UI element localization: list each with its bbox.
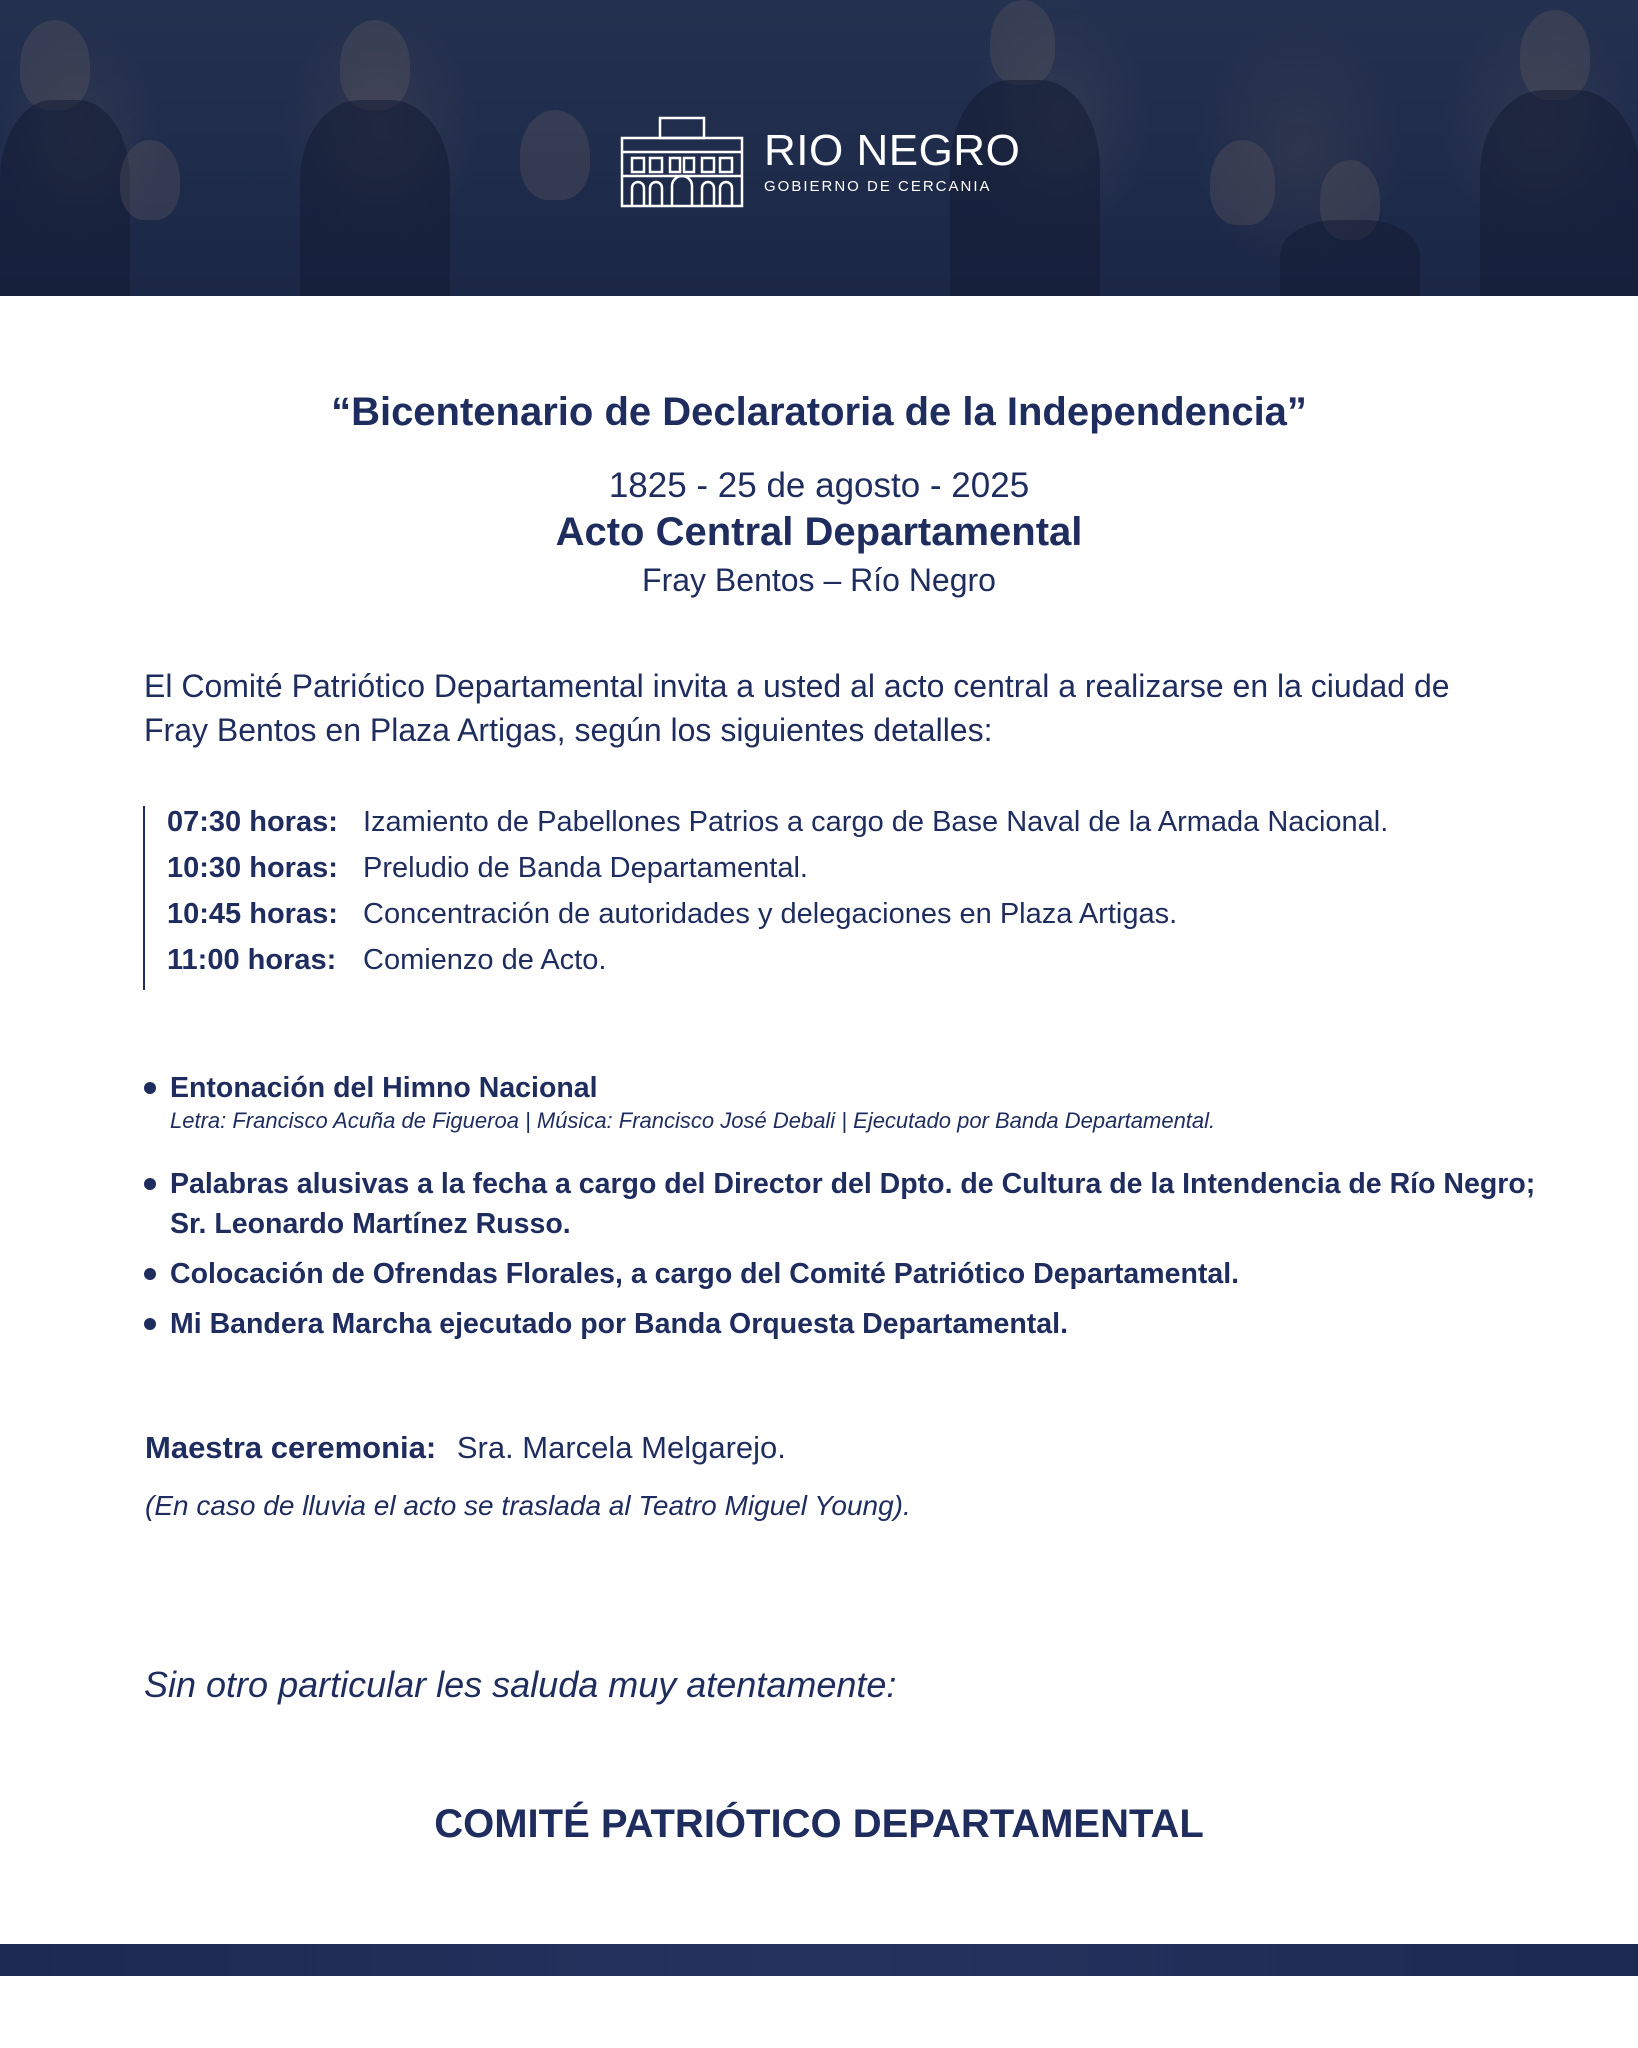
event-title: “Bicentenario de Declaratoria de la Independencia” <box>331 390 1307 434</box>
signature: COMITÉ PATRIÓTICO DEPARTAMENTAL <box>434 1802 1204 1846</box>
master-of-ceremony <box>145 1430 786 1466</box>
rain-note: (En caso de lluvia el acto se traslada al Teatro Miguel Young). <box>145 1490 911 1521</box>
ceremony-name: Sra. Marcela Melgarejo. <box>456 1430 786 1465</box>
schedule-description: Preludio de Banda Departamental. <box>363 852 808 884</box>
schedule-item <box>167 806 1527 852</box>
schedule-item <box>167 898 1527 944</box>
schedule-list <box>143 806 1527 990</box>
logo-subtitle: GOBIERNO DE CERCANIA <box>764 177 992 195</box>
bullet-icon <box>144 1082 156 1094</box>
bullet-icon <box>144 1318 156 1330</box>
program-item <box>140 1068 1540 1164</box>
event-place: Fray Bentos – Río Negro <box>642 562 996 598</box>
schedule-time: 11:00 horas: <box>167 944 337 976</box>
schedule-description: Izamiento de Pabellones Patrios a cargo de Base Naval de la Armada Nacional. <box>363 806 1389 838</box>
closing-line: Sin otro particular les saluda muy atentamente: <box>144 1664 897 1705</box>
building-icon <box>620 114 744 208</box>
schedule-description: Concentración de autoridades y delegaciones en Plaza Artigas. <box>363 898 1178 930</box>
program-item-title: Entonación del Himno Nacional <box>170 1072 598 1104</box>
rio-negro-logo <box>620 114 1020 208</box>
bullet-icon <box>144 1178 156 1190</box>
logo-title: RIO NEGRO <box>764 125 1021 175</box>
intro-paragraph: El Comité Patriótico Departamental invita a usted al acto central a realizarse en la ciudad de Fray Bentos en Plaza Artigas, según los siguientes detalles: <box>144 668 1450 748</box>
schedule-time: 07:30 horas: <box>167 806 338 838</box>
program-item <box>140 1254 1540 1304</box>
schedule-time: 10:45 horas: <box>167 898 338 930</box>
ceremony-label: Maestra ceremonia: <box>145 1430 437 1465</box>
schedule-description: Comienzo de Acto. <box>363 944 607 976</box>
program-item <box>140 1304 1540 1344</box>
bullet-icon <box>144 1268 156 1280</box>
program-list <box>140 1068 1540 1344</box>
schedule-item <box>167 944 1527 990</box>
schedule-time: 10:30 horas: <box>167 852 338 884</box>
header-banner <box>0 0 1638 296</box>
program-item <box>140 1164 1540 1254</box>
footer-bar <box>0 1944 1638 1976</box>
program-item-detail: Letra: Francisco Acuña de Figueroa | Música: Francisco José Debali | Ejecutado por Banda Departamental. <box>170 1108 1216 1133</box>
program-item-title: Mi Bandera Marcha ejecutado por Banda Orquesta Departamental. <box>170 1308 1068 1340</box>
event-dates: 1825 - 25 de agosto - 2025 <box>608 466 1030 505</box>
program-item-title: Colocación de Ofrendas Florales, a cargo del Comité Patriótico Departamental. <box>170 1258 1240 1290</box>
schedule-item <box>167 852 1527 898</box>
event-name: Acto Central Departamental <box>555 510 1083 554</box>
program-item-title: Palabras alusivas a la fecha a cargo del Director del Dpto. de Cultura de la Intendencia de Río Negro; Sr. Leonardo Martínez Russo. <box>170 1168 1536 1240</box>
